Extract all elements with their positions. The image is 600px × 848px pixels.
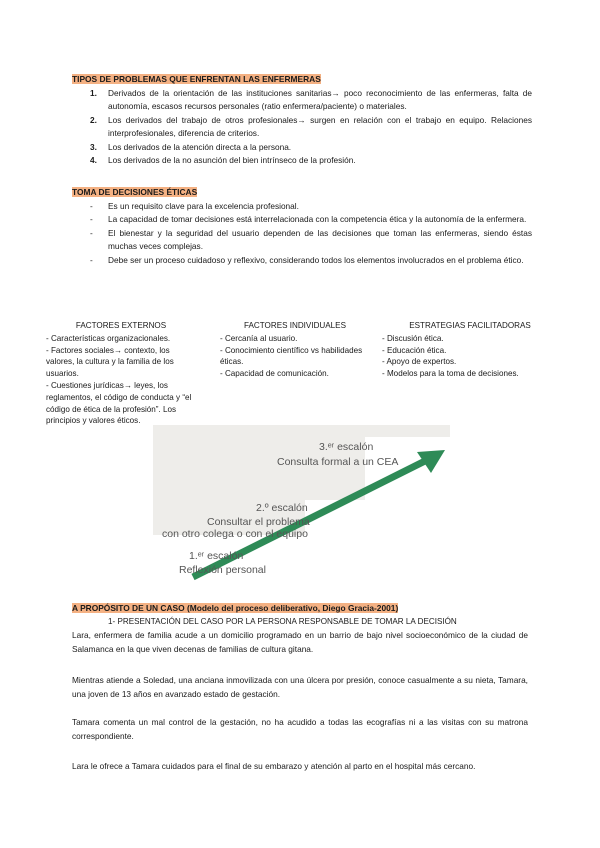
column-line: - Conocimiento científico vs habilidades éticas. [220, 345, 363, 367]
list-item-text: Los derivados de la no asunción del bien intrínseco de la profesión. [108, 155, 356, 166]
column-line: - Discusión ética. [382, 333, 444, 343]
list-marker: - [90, 254, 93, 265]
case-paragraph: Lara le ofrece a Tamara cuidados para el final de su embarazo y atención al parto en el hospital más cercano. [72, 761, 476, 771]
list-item-text: Es un requisito clave para la excelencia profesional. [108, 201, 299, 211]
list-item [72, 141, 532, 154]
list-marker: - [90, 227, 93, 238]
list-item-text: El bienestar y la seguridad del usuario dependen de las decisiones que toman las enfermeras, siendo éstas muchas veces complejas. [108, 227, 532, 252]
section-title-text: TOMA DE DECISIONES ÉTICAS [72, 187, 198, 197]
list-item [72, 254, 532, 267]
decisiones-list [72, 200, 532, 267]
step1-title: 1.ᵉʳ escalón [189, 550, 244, 562]
list-item [72, 227, 532, 254]
step2-line2: con otro colega o con el equipo [162, 528, 308, 540]
case-title [72, 603, 398, 613]
staircase-figure [153, 425, 450, 582]
column-line: - Cuestiones jurídicas→ leyes, los reglamentos, el código de conducta y “el código de ética de la profesión”. Los principios y valores éticos. [46, 380, 192, 426]
column-line: - Cercanía al usuario. [220, 333, 298, 343]
staircase-svg [153, 425, 450, 582]
case-subtitle: 1- PRESENTACIÓN DEL CASO POR LA PERSONA RESPONSABLE DE TOMAR LA DECISIÓN [108, 617, 457, 626]
list-marker: 4. [90, 155, 97, 166]
list-item [72, 87, 532, 114]
step2-title: 2.º escalón [256, 502, 308, 514]
step2-line1: Consultar el problema [207, 516, 310, 528]
column-line: - Educación ética. [382, 345, 447, 355]
list-item [72, 200, 532, 213]
section-title-problemas [72, 74, 321, 84]
list-marker: 3. [90, 141, 97, 152]
list-marker: - [90, 214, 93, 225]
case-paragraph: Lara, enfermera de familia acude a un domicilio programado en un barrio de bajo nivel socioeconómico de la ciudad de Salamanca en la que viven decenas de familias de cultura gitana. [72, 630, 528, 654]
list-marker: 1. [90, 88, 97, 98]
column-factores-externos [46, 320, 196, 427]
column-header: ESTRATEGIAS FACILITADORAS [409, 321, 531, 330]
problemas-list [72, 87, 532, 167]
list-marker: - [90, 201, 93, 211]
step3-text: Consulta formal a un CEA [277, 456, 399, 468]
list-item-text: Los derivados de la atención directa a la persona. [108, 141, 292, 152]
list-marker: 2. [90, 114, 97, 125]
step3-title: 3.ᵉʳ escalón [319, 441, 374, 453]
column-line: - Apoyo de expertos. [382, 357, 457, 367]
list-item [72, 114, 532, 141]
list-item-text: Debe ser un proceso cuidadoso y reflexivo, considerando todos los elementos involucrados en el problema ético. [108, 254, 524, 265]
list-item-text: La capacidad de tomar decisiones está interrelacionada con la competencia ética y la autonomía de la enfermera. [108, 214, 527, 225]
column-line: - Capacidad de comunicación. [220, 369, 329, 379]
list-item-text: Los derivados del trabajo de otros profesionales→ surgen en relación con el trabajo en equipo. Relaciones interprofesionales, diferencia de criterios. [108, 114, 532, 139]
step1-text: Reflexión personal [179, 564, 266, 576]
section-title-decisiones [72, 187, 197, 197]
list-item-text: Derivados de la orientación de las instituciones sanitarias→ poco reconocimiento de las enfermeras, falta de autonomía, escasos recursos personales (ratio enfermera/paciente) o materiales. [108, 88, 532, 112]
list-item [72, 213, 532, 226]
case-paragraph: Mientras atiende a Soledad, una anciana inmovilizada con una úlcera por presión, conoce casualmente a su nieta, Tamara, una joven de 13 años en avanzado estado de gestación. [72, 675, 528, 699]
case-paragraph: Tamara comenta un mal control de la gestación, no ha acudido a todas las ecografías ni a las visitas con su matrona correspondiente. [72, 717, 528, 741]
section-title-text: TIPOS DE PROBLEMAS QUE ENFRENTAN LAS ENFERMERAS [72, 74, 321, 84]
column-line: - Factores sociales→ contexto, los valores, la cultura y la familia de los usuarios. [46, 345, 174, 379]
column-factores-individuales [220, 320, 370, 380]
column-header: FACTORES INDIVIDUALES [244, 321, 346, 330]
list-item [72, 154, 532, 167]
column-estrategias [382, 320, 558, 380]
column-line: - Características organizacionales. [46, 333, 171, 343]
column-header: FACTORES EXTERNOS [75, 321, 167, 330]
case-title-text: A PROPÓSITO DE UN CASO (Modelo del proceso deliberativo, Diego Gracia-2001) [72, 603, 399, 613]
column-line: - Modelos para la toma de decisiones. [382, 369, 519, 379]
